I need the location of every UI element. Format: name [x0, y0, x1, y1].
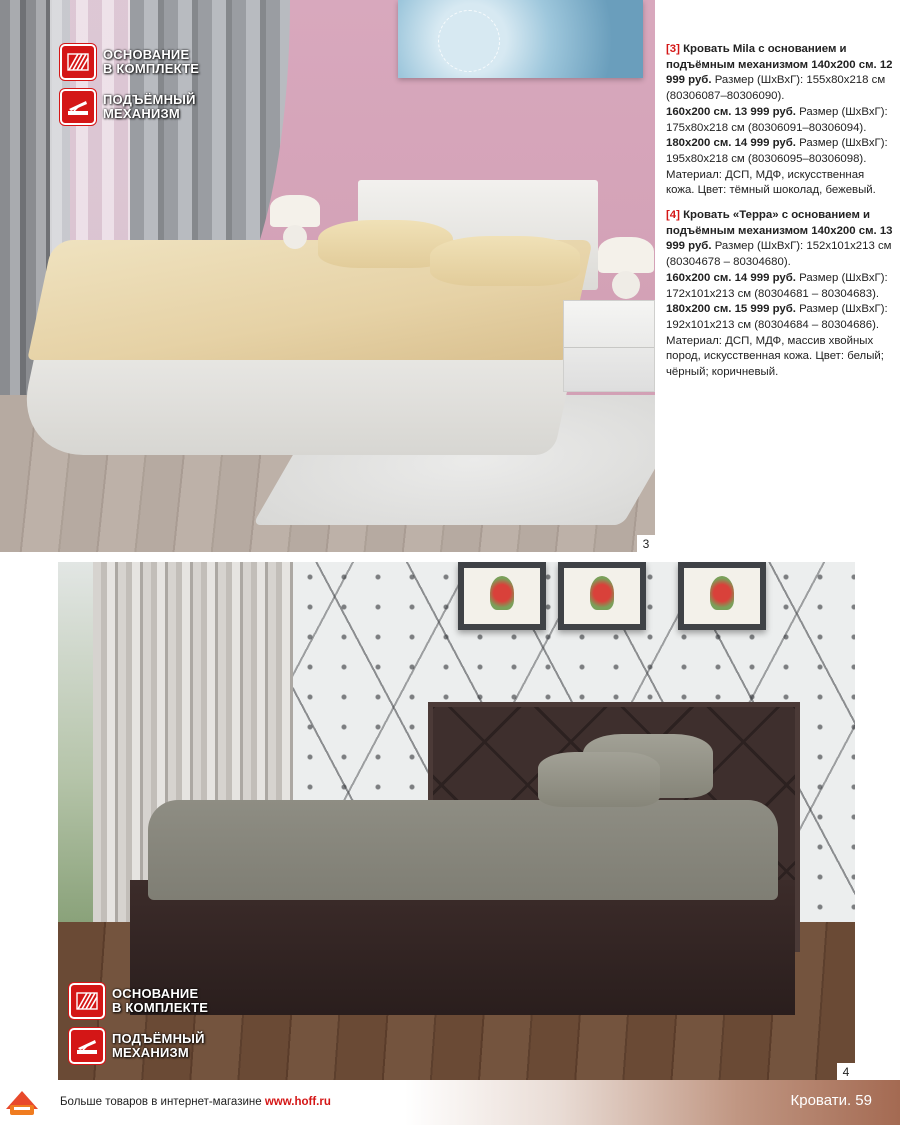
badge-lift-mechanism — [69, 1027, 208, 1065]
product-variant: 180х200 см. 15 999 руб. — [666, 303, 796, 316]
feature-badges-bottom — [69, 982, 208, 1072]
product-description-mila — [666, 42, 894, 199]
bed-base-icon — [60, 44, 96, 80]
bed-duvet — [148, 800, 778, 900]
feature-badges-top — [60, 43, 199, 133]
product-size: Размер (ШхВхГ): 192х101х213 см (80304684 – 80304686). — [666, 303, 888, 331]
page-footer — [0, 1080, 900, 1125]
footer-promo — [60, 1096, 331, 1108]
badge-base-line2: В КОМПЛЕКТЕ — [112, 1000, 209, 1015]
wall-painting — [398, 0, 643, 78]
photo-number: 3 — [637, 535, 655, 553]
product-description-terra — [666, 208, 894, 381]
picture-frame — [558, 562, 646, 630]
product-variant: 180х200 см. 14 999 руб. — [666, 137, 796, 150]
page-section-number: Кровати. 59 — [790, 1092, 872, 1109]
footer-site-link[interactable]: www.hoff.ru — [264, 1096, 331, 1108]
badge-lift-mechanism — [60, 88, 199, 126]
badge-lift-line2: МЕХАНИЗМ — [103, 106, 180, 121]
photo-number: 4 — [837, 1063, 855, 1081]
product-ref: [3] — [666, 43, 680, 55]
product-variant: 160х200 см. 13 999 руб. — [666, 105, 796, 118]
bed-base-icon — [69, 983, 105, 1019]
badge-base-included — [60, 43, 199, 81]
product-size: Размер (ШхВхГ): 155х80х218 см (80306087–80306090). — [666, 74, 886, 103]
picture-frame — [458, 562, 546, 630]
product-variant: 160х200 см. 14 999 руб. — [666, 271, 796, 284]
badge-base-included — [69, 982, 208, 1020]
picture-frame — [678, 562, 766, 630]
product-title: Кровать «Терра» с основанием и подъёмным механизмом 140х200 см. 13 999 руб. — [666, 209, 893, 253]
lift-mechanism-icon — [69, 1028, 105, 1064]
product-descriptions — [666, 42, 894, 390]
bed-base — [130, 880, 795, 1015]
lift-mechanism-icon — [60, 89, 96, 125]
product-ref: [4] — [666, 209, 680, 222]
badge-base-line2: В КОМПЛЕКТЕ — [103, 61, 200, 76]
product-size: Размер (ШхВхГ): 152х101х213 см (80304678 – 80304680). — [666, 240, 892, 269]
badge-base-line1: ОСНОВАНИЕ — [103, 47, 190, 62]
product-title: Кровать Mila с основанием и подъёмным механизмом 140х200 см. 12 999 руб. — [666, 43, 893, 87]
product-material: Материал: ДСП, МДФ, массив хвойных пород, искусственная кожа. Цвет: белый; чёрный; коричневый. — [666, 334, 884, 379]
product-material: Материал: ДСП, МДФ, искусственная кожа. Цвет: тёмный шоколад, бежевый. — [666, 168, 876, 197]
pillow — [538, 752, 660, 807]
badge-lift-line1: ПОДЪЁМНЫЙ — [103, 92, 196, 107]
badge-lift-line2: МЕХАНИЗМ — [112, 1045, 189, 1060]
nightstand — [563, 300, 655, 392]
product-size: Размер (ШхВхГ): 172х101х213 см (80304681 – 80304683). — [666, 271, 888, 300]
product-size: Размер (ШхВхГ): 195х80х218 см (80306095–80306098). — [666, 137, 888, 165]
badge-lift-line1: ПОДЪЁМНЫЙ — [112, 1031, 205, 1046]
hoff-logo-icon — [4, 1087, 40, 1117]
badge-base-line1: ОСНОВАНИЕ — [112, 986, 199, 1001]
product-size: Размер (ШхВхГ): 175х80х218 см (80306091–80306094). — [666, 105, 888, 134]
pillow — [430, 236, 580, 286]
footer-more-text: Больше товаров в интернет-магазине — [60, 1096, 262, 1108]
